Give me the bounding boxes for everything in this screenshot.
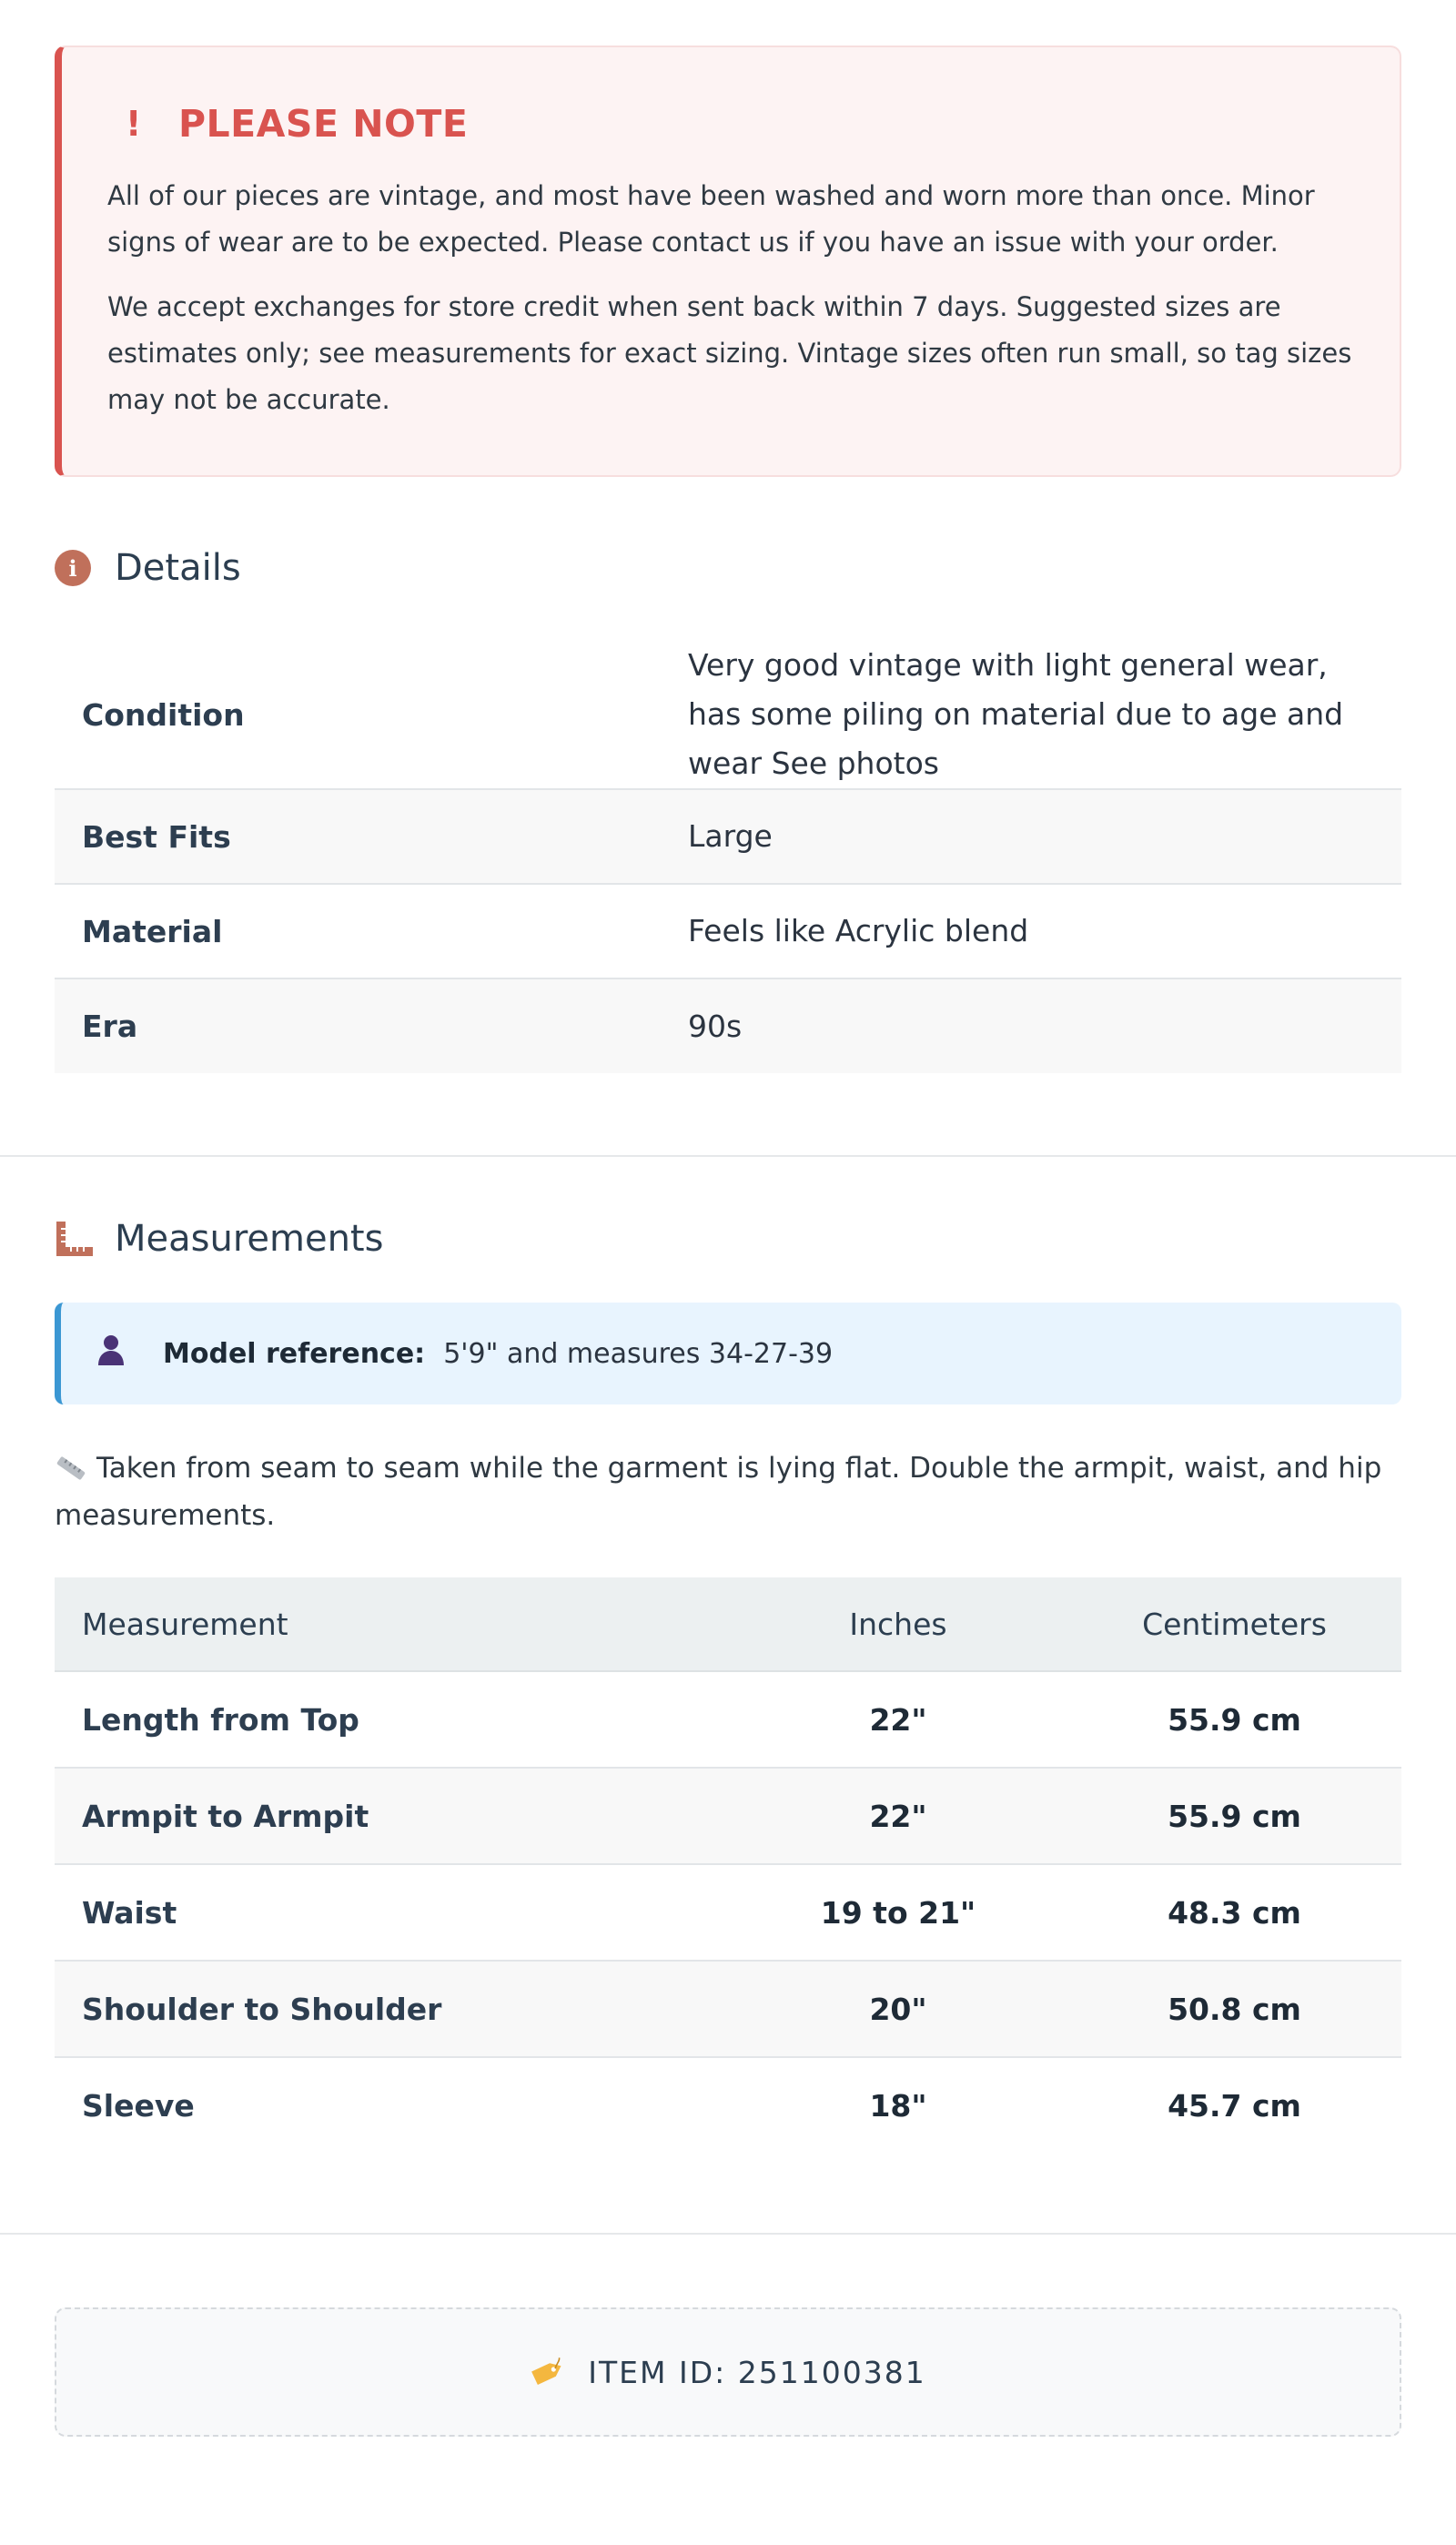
person-icon [96,1333,126,1366]
measurement-name: Waist [55,1864,729,1961]
details-row-best-fits [55,789,1401,884]
table-row [55,1961,1401,2057]
measurement-name: Sleeve [82,2087,195,2124]
model-reference-label: Model reference: [163,1337,426,1370]
column-header-measurement: Measurement [55,1577,729,1671]
exclamation-icon: ! [126,104,142,144]
measurement-inches: 18" [869,2087,927,2124]
measurement-cm: 55.9 cm [1067,1671,1401,1768]
table-row [55,1768,1401,1864]
details-label: Material [82,913,223,949]
measurements-table [55,1577,1401,2153]
info-icon: i [55,550,91,586]
column-header-inches: Inches [729,1577,1067,1671]
measurement-cm: 45.7 cm [1168,2087,1301,2124]
details-label: Condition [82,696,245,733]
details-row-material [55,884,1401,978]
measurement-inches: 19 to 21" [729,1864,1067,1961]
measurement-name: Shoulder to Shoulder [55,1961,729,2057]
model-reference-value: 5'9" and measures 34-27-39 [443,1337,834,1370]
column-header-centimeters: Centimeters [1067,1577,1401,1671]
ruler-icon [55,1220,95,1258]
table-row [55,1671,1401,1768]
measurement-name: Armpit to Armpit [55,1768,729,1864]
measurement-inches: 22" [729,1768,1067,1864]
measurement-note-text: Taken from seam to seam while the garment is lying flat. Double the armpit, waist, and hip measurements. [55,1452,1382,1532]
details-row-condition [55,641,1401,789]
note-paragraph-1: All of our pieces are vintage, and most have been washed and worn more than once. Minor signs of wear are to be expected. Please contact us if you have an issue with your order. [107,180,1315,258]
details-table [55,641,1401,1073]
measurement-inches: 20" [729,1961,1067,2057]
details-label: Best Fits [82,818,231,855]
please-note-box [55,46,1401,477]
details-row-era [55,978,1401,1073]
measurement-cm: 48.3 cm [1067,1864,1401,1961]
details-value: Very good vintage with light general wear, has some piling on material due to age and wear See photos [688,647,1344,781]
ruler-icon [55,1455,87,1481]
item-id-label: ITEM ID: 251100381 [588,2354,926,2390]
measurement-cm: 55.9 cm [1067,1768,1401,1864]
model-reference-box [55,1303,1401,1404]
note-title: PLEASE NOTE [178,102,469,146]
details-header [55,541,1401,595]
tag-icon [530,2357,566,2388]
note-paragraph-2: We accept exchanges for store credit when sent back within 7 days. Suggested sizes are estimates only; see measurements for exact sizing. Vintage sizes often run small, so tag sizes may not be accurate. [107,291,1352,415]
measurement-inches: 22" [729,1671,1067,1768]
section-divider [0,2233,1456,2235]
measurements-header [55,1212,1401,1266]
details-value: 90s [688,1008,743,1044]
details-value: Feels like Acrylic blend [688,913,1029,948]
measurements-title: Measurements [115,1218,384,1260]
item-id-box [55,2307,1401,2437]
measurement-cm: 50.8 cm [1067,1961,1401,2057]
table-header-row [55,1577,1401,1671]
details-title: Details [115,547,241,589]
note-header [107,100,1352,147]
table-row [55,1864,1401,1961]
details-value: Large [688,818,773,854]
details-label: Era [82,1009,138,1044]
section-divider [0,1155,1456,1157]
table-row [55,2057,1401,2153]
measurement-name: Length from Top [55,1671,729,1768]
measurement-note [55,1445,1401,1539]
